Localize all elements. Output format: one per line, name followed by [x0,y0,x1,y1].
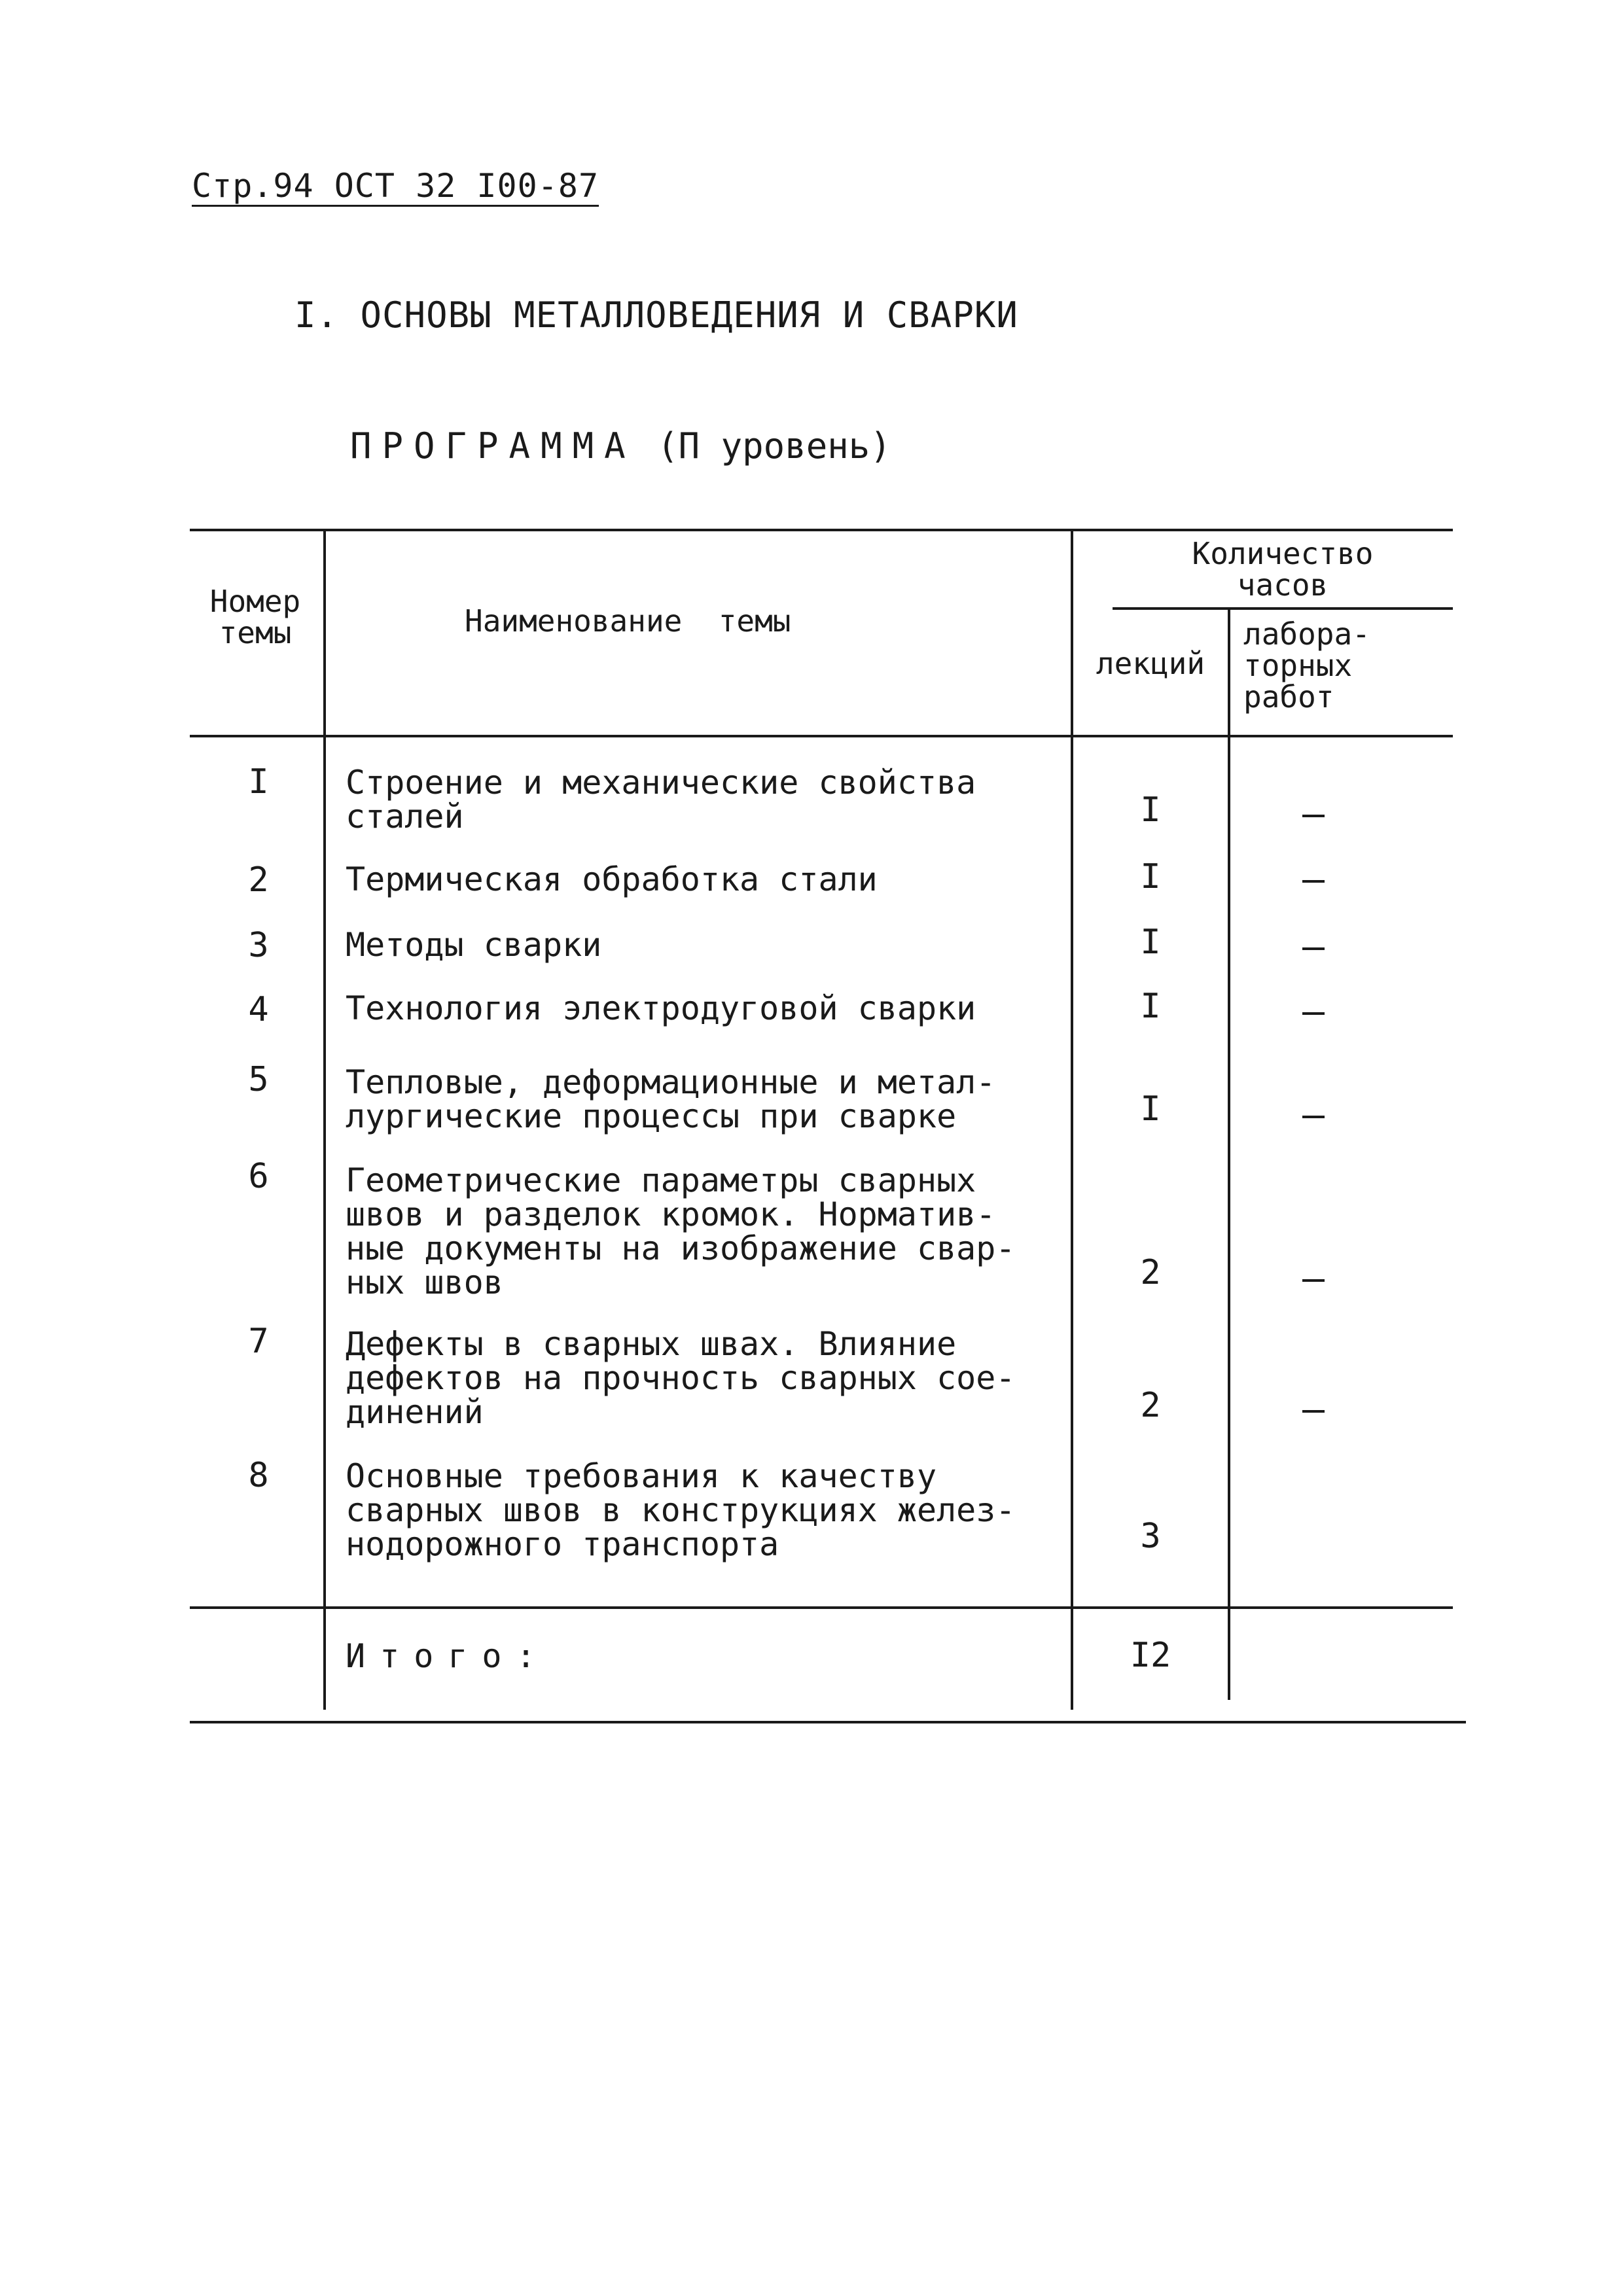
row-topic: Методы сварки [346,926,602,964]
row-topic: Строение и механические свойства сталей [346,764,976,836]
section-title: I. ОСНОВЫ МЕТАЛЛОВЕДЕНИЯ И СВАРКИ [294,294,1018,336]
row-labs-dash [1302,947,1325,950]
program-word: ПРОГРАММА [350,425,636,467]
column-divider-3 [1228,607,1230,1700]
row-labs-dash [1302,1012,1325,1015]
row-number: 2 [248,860,269,900]
row-number: 7 [248,1322,269,1361]
row-labs-dash [1302,1116,1325,1118]
table-top-rule [190,529,1453,531]
row-lectures: I [1140,1089,1161,1129]
row-number: 6 [248,1157,269,1196]
row-lectures: 3 [1140,1517,1161,1556]
row-topic: Тепловые, деформационные и метал- лургические процессы при сварке [346,1063,996,1135]
row-topic: Дефекты в сварных швах. Влияние дефектов на прочность сварных сое- динений [346,1325,1016,1431]
row-number: 5 [248,1060,269,1099]
row-lectures: I [1140,923,1161,962]
total-lectures: I2 [1130,1636,1171,1675]
row-number: 8 [248,1456,269,1495]
row-number: 4 [248,990,269,1029]
program-level: (П уровень) [657,425,891,467]
header-bottom-rule [190,735,1453,737]
row-lectures: I [1140,987,1161,1026]
total-label: Итого: [346,1637,550,1675]
hours-header-rule [1113,607,1453,610]
column-divider-1 [323,529,326,1710]
total-top-rule [190,1606,1453,1609]
column-divider-2 [1071,529,1073,1710]
row-topic: Термическая обработка стали [346,860,878,898]
header-labs: лабора- торных работ [1243,616,1370,715]
row-lectures: 2 [1140,1386,1161,1425]
row-topic: Основные требования к качеству сварных швов в конструкциях желез- нодорожного транспорта [346,1457,1016,1563]
program-title [350,425,891,467]
row-lectures: I [1140,790,1161,830]
page-reference: Стр.94 ОСТ 32 I00-87 [192,167,599,205]
header-lectures: лекций [1096,646,1205,681]
row-labs-dash [1302,1279,1325,1282]
table-bottom-rule [190,1721,1466,1723]
header-name: Наименование темы [465,603,791,639]
header-number: Номер темы [209,584,301,650]
row-labs-dash [1302,815,1325,817]
row-number: I [248,762,269,802]
row-topic: Геометрические параметры сварных швов и разделок кромок. Норматив- ные документы на изображение свар- ных швов [346,1161,1016,1301]
row-topic: Технология электродуговой сварки [346,989,976,1027]
row-number: 3 [248,926,269,965]
row-labs-dash [1302,880,1325,883]
row-labs-dash [1302,1410,1325,1413]
row-lectures: 2 [1140,1253,1161,1292]
header-hours: Количество часов [1192,536,1374,603]
row-lectures: I [1140,857,1161,896]
